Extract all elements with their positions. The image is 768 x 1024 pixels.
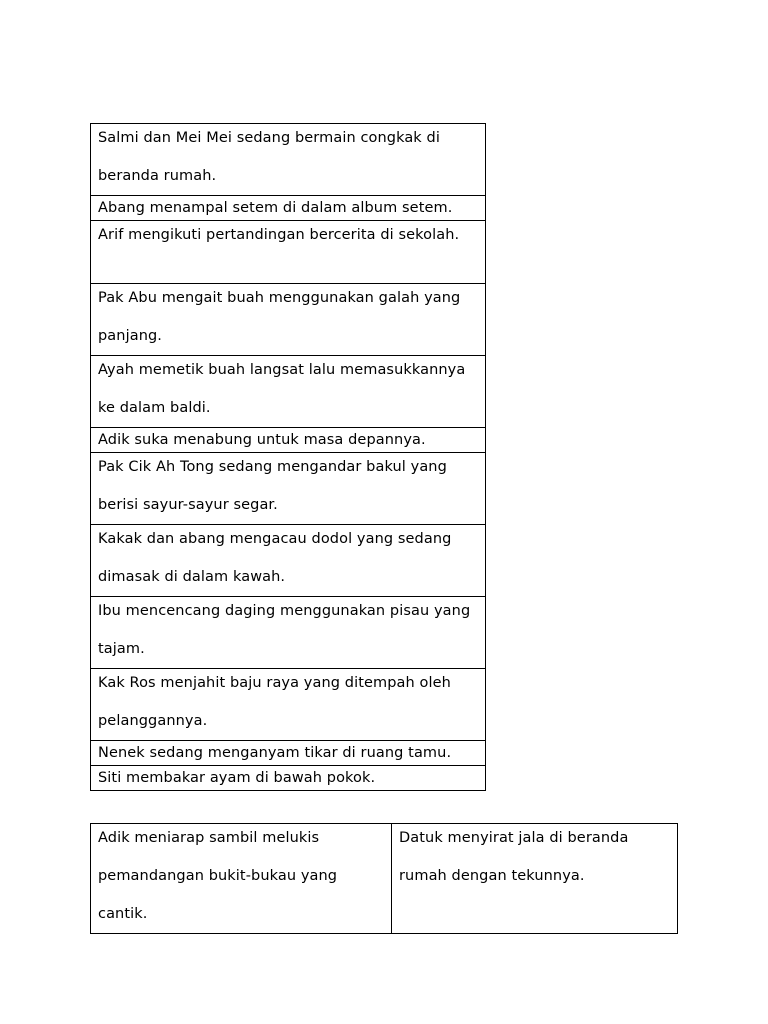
sentence-pair-table (90, 823, 678, 934)
sentence-list-table (90, 123, 486, 791)
sentence-cell: Nenek sedang menganyam tikar di ruang tamu. (91, 741, 486, 766)
sentence-cell: Abang menampal setem di dalam album setem. (91, 196, 486, 221)
sentence-cell: Salmi dan Mei Mei sedang bermain congkak di beranda rumah. (91, 124, 486, 196)
sentence-cell: Pak Abu mengait buah menggunakan galah yang panjang. (91, 284, 486, 356)
sentence-cell-left: Adik meniarap sambil melukis pemandangan bukit-bukau yang cantik. (91, 824, 392, 934)
sentence-cell: Kakak dan abang mengacau dodol yang sedang dimasak di dalam kawah. (91, 525, 486, 597)
table-row (91, 669, 486, 741)
table-row (91, 597, 486, 669)
sentence-cell: Adik suka menabung untuk masa depannya. (91, 428, 486, 453)
sentence-cell-right: Datuk menyirat jala di beranda rumah dengan tekunnya. (392, 824, 678, 934)
table-row (91, 453, 486, 525)
table-row (91, 221, 486, 284)
table-row (91, 124, 486, 196)
sentence-cell: Siti membakar ayam di bawah pokok. (91, 766, 486, 791)
table-row (91, 525, 486, 597)
table-row (91, 284, 486, 356)
table-row (91, 741, 486, 766)
table-row (91, 356, 486, 428)
sentence-cell: Ibu mencencang daging menggunakan pisau yang tajam. (91, 597, 486, 669)
sentence-cell: Arif mengikuti pertandingan bercerita di sekolah. (91, 221, 486, 284)
sentence-cell: Ayah memetik buah langsat lalu memasukkannya ke dalam baldi. (91, 356, 486, 428)
sentence-cell: Pak Cik Ah Tong sedang mengandar bakul yang berisi sayur-sayur segar. (91, 453, 486, 525)
table-row (91, 824, 678, 934)
table-row (91, 766, 486, 791)
sentence-cell: Kak Ros menjahit baju raya yang ditempah oleh pelanggannya. (91, 669, 486, 741)
